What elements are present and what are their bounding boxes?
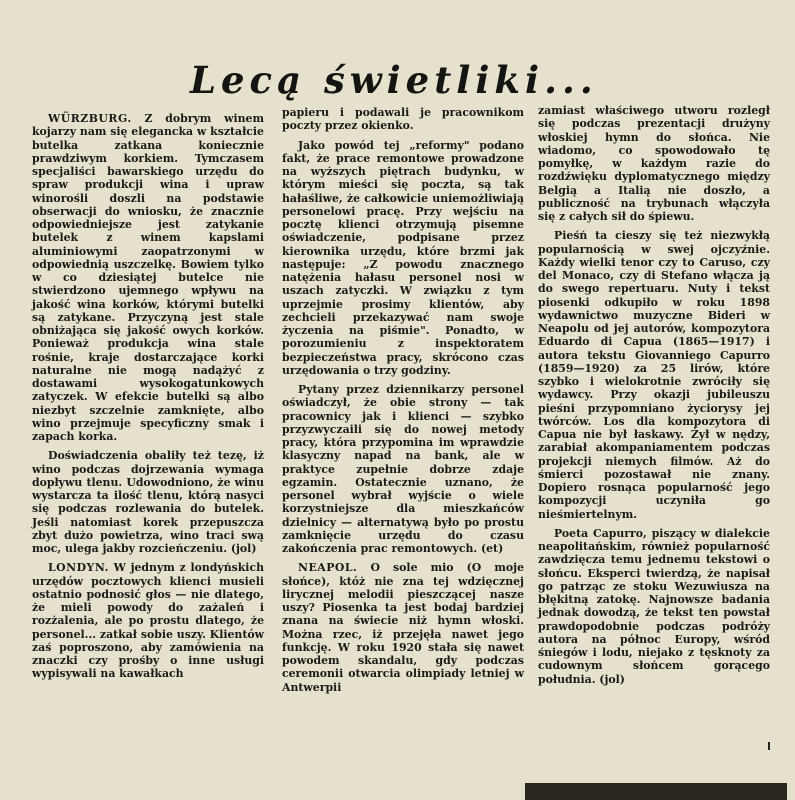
article-londyn-p1	[32, 561, 264, 680]
article-londyn-p1-cont: papieru i podawali je pracownikom poczty przez okienko.	[282, 106, 524, 133]
article-neapol-p1-cont: zamiast właściwego utworu rozległ się podczas prezentacji drużyny włoskiej hymn do słońca. Nie wiadomo, co spowodowało tę pomyłkę, w każdym razie do rozdźwięku dyplomatycznego między Belgią a Italią nie doszło, a publiczność na trybunach włączyła się z całych sił do śpiewu.	[538, 104, 770, 223]
article-wurzburg-p1	[32, 112, 264, 443]
headline: Lecą świetliki...	[190, 58, 598, 102]
article-neapol-p2: Pieśń ta cieszy się też niezwykłą popularnością w swej ojczyźnie. Każdy wielki tenor czy to Caruso, czy del Monaco, czy di Stefano włącza ją do swego repertuaru. Nuty i tekst piosenki odkupiło w roku 1898 wydawnictwo muzyczne Bideri w Neapolu od jej autorów, kompozytora Eduardo di Capua (1865—1917) i autora tekstu Giovanniego Capurro (1859—1920) za 25 lirów, które szybko i wielokrotnie zwróciły się wydawcy. Przy okazji jubileuszu pieśni przypomniano życiorysy jej twórców. Los dla kompozytora di Capua nie był łaskawy. Żył w nędzy, zarabiał akompaniamentem podczas projekcji niemych filmów. Aż do śmierci pozostawał nie znany. Dopiero rosnąca popularność jego kompozycji uczyniła go nieśmiertelnym.	[538, 229, 770, 521]
dateline-wurzburg: WÜRZBURG.	[48, 112, 132, 125]
print-mark	[768, 742, 770, 750]
column-2	[282, 106, 524, 700]
article-neapol-p3: Poeta Capurro, piszący w dialekcie neapolitańskim, również popularność zawdzięcza temu jednemu tekstowi o słońcu. Eksperci twierdzą, że napisał go patrząc ze stoku Wezuwiusza na błękitną zatokę. Najnowsze badania jednak dowodzą, że tekst ten powstał prawdopodobnie podczas podróży autora na północ Europy, wśród śniegów i lodu, niejako z tęsknoty za cudownym słońcem gorącego południa. (jol)	[538, 526, 770, 686]
article-londyn-p2: Jako powód tej „reformy" podano fakt, że prace remontowe prowadzone na wyższych piętrach budynku, w którym mieści się poczta, są tak hałaśliwe, że całkowicie uniemożliwiają personelowi pracę. Przy wejściu na pocztę klienci otrzymują pisemne oświadczenie, podpisane przez kierownika urzędu, które brzmi jak następuje: „Z powodu znacznego natężenia hałasu personel nosi w uszach zatyczki. W związku z tym uprzejmie prosimy klientów, aby zechcieli przekazywać nam swoje życzenia na piśmie". Ponadto, w porozumieniu z inspektoratem bezpieczeństwa pracy, skrócono czas urzędowania o trzy godziny.	[282, 138, 524, 377]
article-wurzburg-p2: Doświadczenia obaliły też tezę, iż wino podczas dojrzewania wymaga dopływu tlenu. Udowodniono, że winu wystarcza ta ilość tlenu, którą nasyci się podczas rozlewania do butelek. Jeśli natomiast korek przepuszcza zbyt dużo powietrza, wino traci swą moc, ulega jakby rozcieńczeniu. (jol)	[32, 449, 264, 555]
paragraph-text: Z dobrym winem kojarzy nam się elegancka w kształcie butelka zatkana koniecznie prawdziwym korkiem. Tymczasem specjaliści bawarskiego urzędu do spraw produkcji wina i upraw winorośli doszli na podstawie obserwacji do wniosku, że znacznie odpowiedniejsze jest zatykanie butelek z winem kapslami aluminiowymi zaopatrzonymi w odpowiednią uszczelkę. Bowiem tylko w co dziesiątej butelce nie stwierdzono ujemnego wpływu na jakość wina korków, którymi butelki są zatykane. Przyczyną jest stale obniżająca się jakość owych korków. Ponieważ produkcja wina stale rośnie, kraje dostarczające korki naturalne nie mogą nadążyć z dostawami wysokogatunkowych zatyczek. W efekcie butelki są albo niezbyt szczelnie zamknięte, albo wino przejmuje specyficzny smak i zapach korka.	[32, 112, 264, 443]
dark-photo-edge	[525, 783, 787, 800]
paragraph-text: O sole mio (O moje słońce), któż nie zna tej wdzięcznej lirycznej melodii pieszczącej nasze uszy? Piosenka ta jest bodaj bardziej znana na świecie niż hymn włoski. Można rzec, iż przejęła nawet jego funkcję. W roku 1920 stała się nawet powodem skandalu, gdy podczas ceremonii otwarcia olimpiady letniej w Antwerpii	[282, 561, 525, 694]
article-londyn-p3: Pytany przez dziennikarzy personel oświadczył, że obie strony — tak pracownicy jak i klienci — szybko przyzwyczaili się do nowej metody pracy, która przypomina im wprawdzie klasyczny napad na bank, ale w praktyce zupełnie dobrze zdaje egzamin. Ostatecznie uznano, że personel wybrał wyjście o wiele korzystniejsze dla mieszkańców dzielnicy — alternatywą było po prostu zamknięcie urzędu do czasu zakończenia prac remontowych. (et)	[282, 383, 524, 555]
column-3	[538, 104, 770, 692]
column-1	[32, 112, 264, 687]
article-neapol-p1	[282, 561, 524, 694]
dateline-londyn: LONDYN.	[48, 561, 109, 575]
paragraph-text: W jednym z londyńskich urzędów pocztowych klienci musieli ostatnio podnosić głos — nie dlatego, że mieli powody do zażaleń i rozżalenia, ale po prostu dlatego, że personel... zatkał sobie uszy. Klientów zaś poproszono, aby zamówienia na znaczki czy prośby o inne usługi wypisywali na kawałkach	[32, 561, 264, 681]
dateline-neapol: NEAPOL.	[298, 561, 358, 575]
